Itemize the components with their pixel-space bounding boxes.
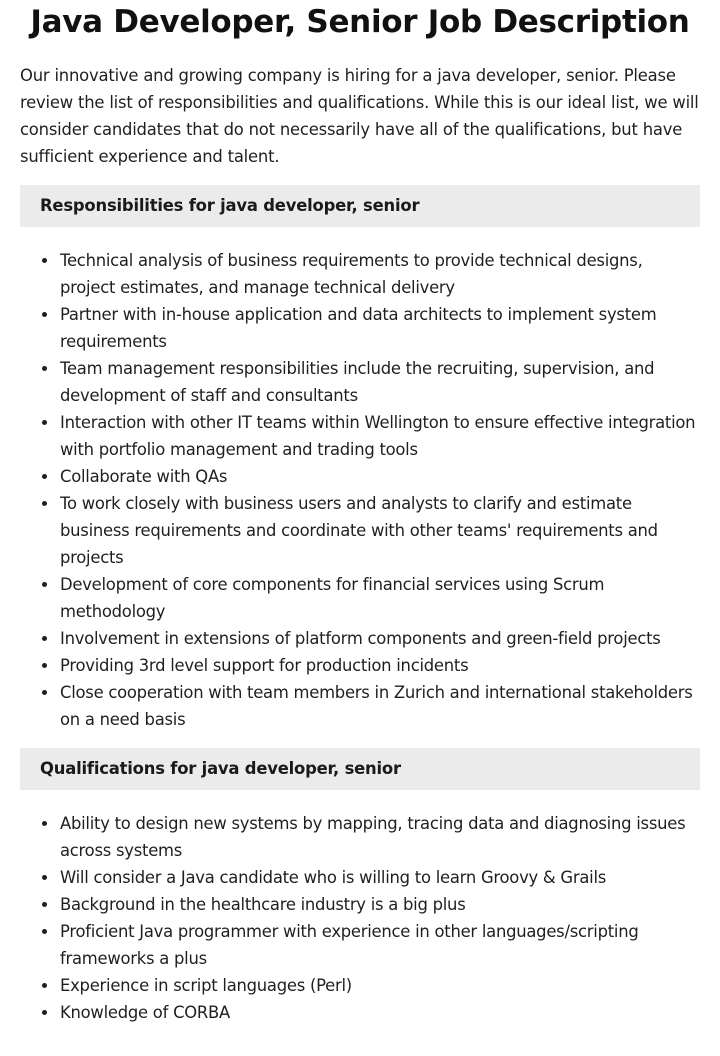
list-item: Team management responsibilities include the recruiting, supervision, and development of staff and consultants — [60, 355, 700, 409]
list-item: Knowledge of CORBA — [60, 999, 700, 1026]
list-item: Providing 3rd level support for production incidents — [60, 652, 700, 679]
responsibilities-list — [20, 247, 700, 733]
list-item: Collaborate with QAs — [60, 463, 700, 490]
list-item: Interaction with other IT teams within Wellington to ensure effective integration with portfolio management and trading tools — [60, 409, 700, 463]
list-item: Involvement in extensions of platform components and green-field projects — [60, 625, 700, 652]
list-item: Experience in script languages (Perl) — [60, 972, 700, 999]
list-item: Proficient Java programmer with experience in other languages/scripting frameworks a plus — [60, 918, 700, 972]
list-item: Partner with in-house application and data architects to implement system requirements — [60, 301, 700, 355]
list-item: To work closely with business users and analysts to clarify and estimate business requirements and coordinate with other teams' requirements and projects — [60, 490, 700, 571]
qualifications-list — [20, 810, 700, 1026]
qualifications-heading: Qualifications for java developer, senior — [20, 748, 700, 790]
list-item: Will consider a Java candidate who is willing to learn Groovy & Grails — [60, 864, 700, 891]
list-item: Technical analysis of business requirements to provide technical designs, project estimates, and manage technical delivery — [60, 247, 700, 301]
list-item: Development of core components for financial services using Scrum methodology — [60, 571, 700, 625]
intro-paragraph: Our innovative and growing company is hiring for a java developer, senior. Please review the list of responsibilities and qualifications. While this is our ideal list, we will consider candidates that do not necessarily have all of the qualifications, but have sufficient experience and talent. — [20, 66, 699, 166]
list-item: Ability to design new systems by mapping, tracing data and diagnosing issues across systems — [60, 810, 700, 864]
responsibilities-heading: Responsibilities for java developer, senior — [20, 185, 700, 227]
list-item: Close cooperation with team members in Zurich and international stakeholders on a need basis — [60, 679, 700, 733]
page-title: Java Developer, Senior Job Description — [30, 4, 690, 40]
list-item: Background in the healthcare industry is a big plus — [60, 891, 700, 918]
